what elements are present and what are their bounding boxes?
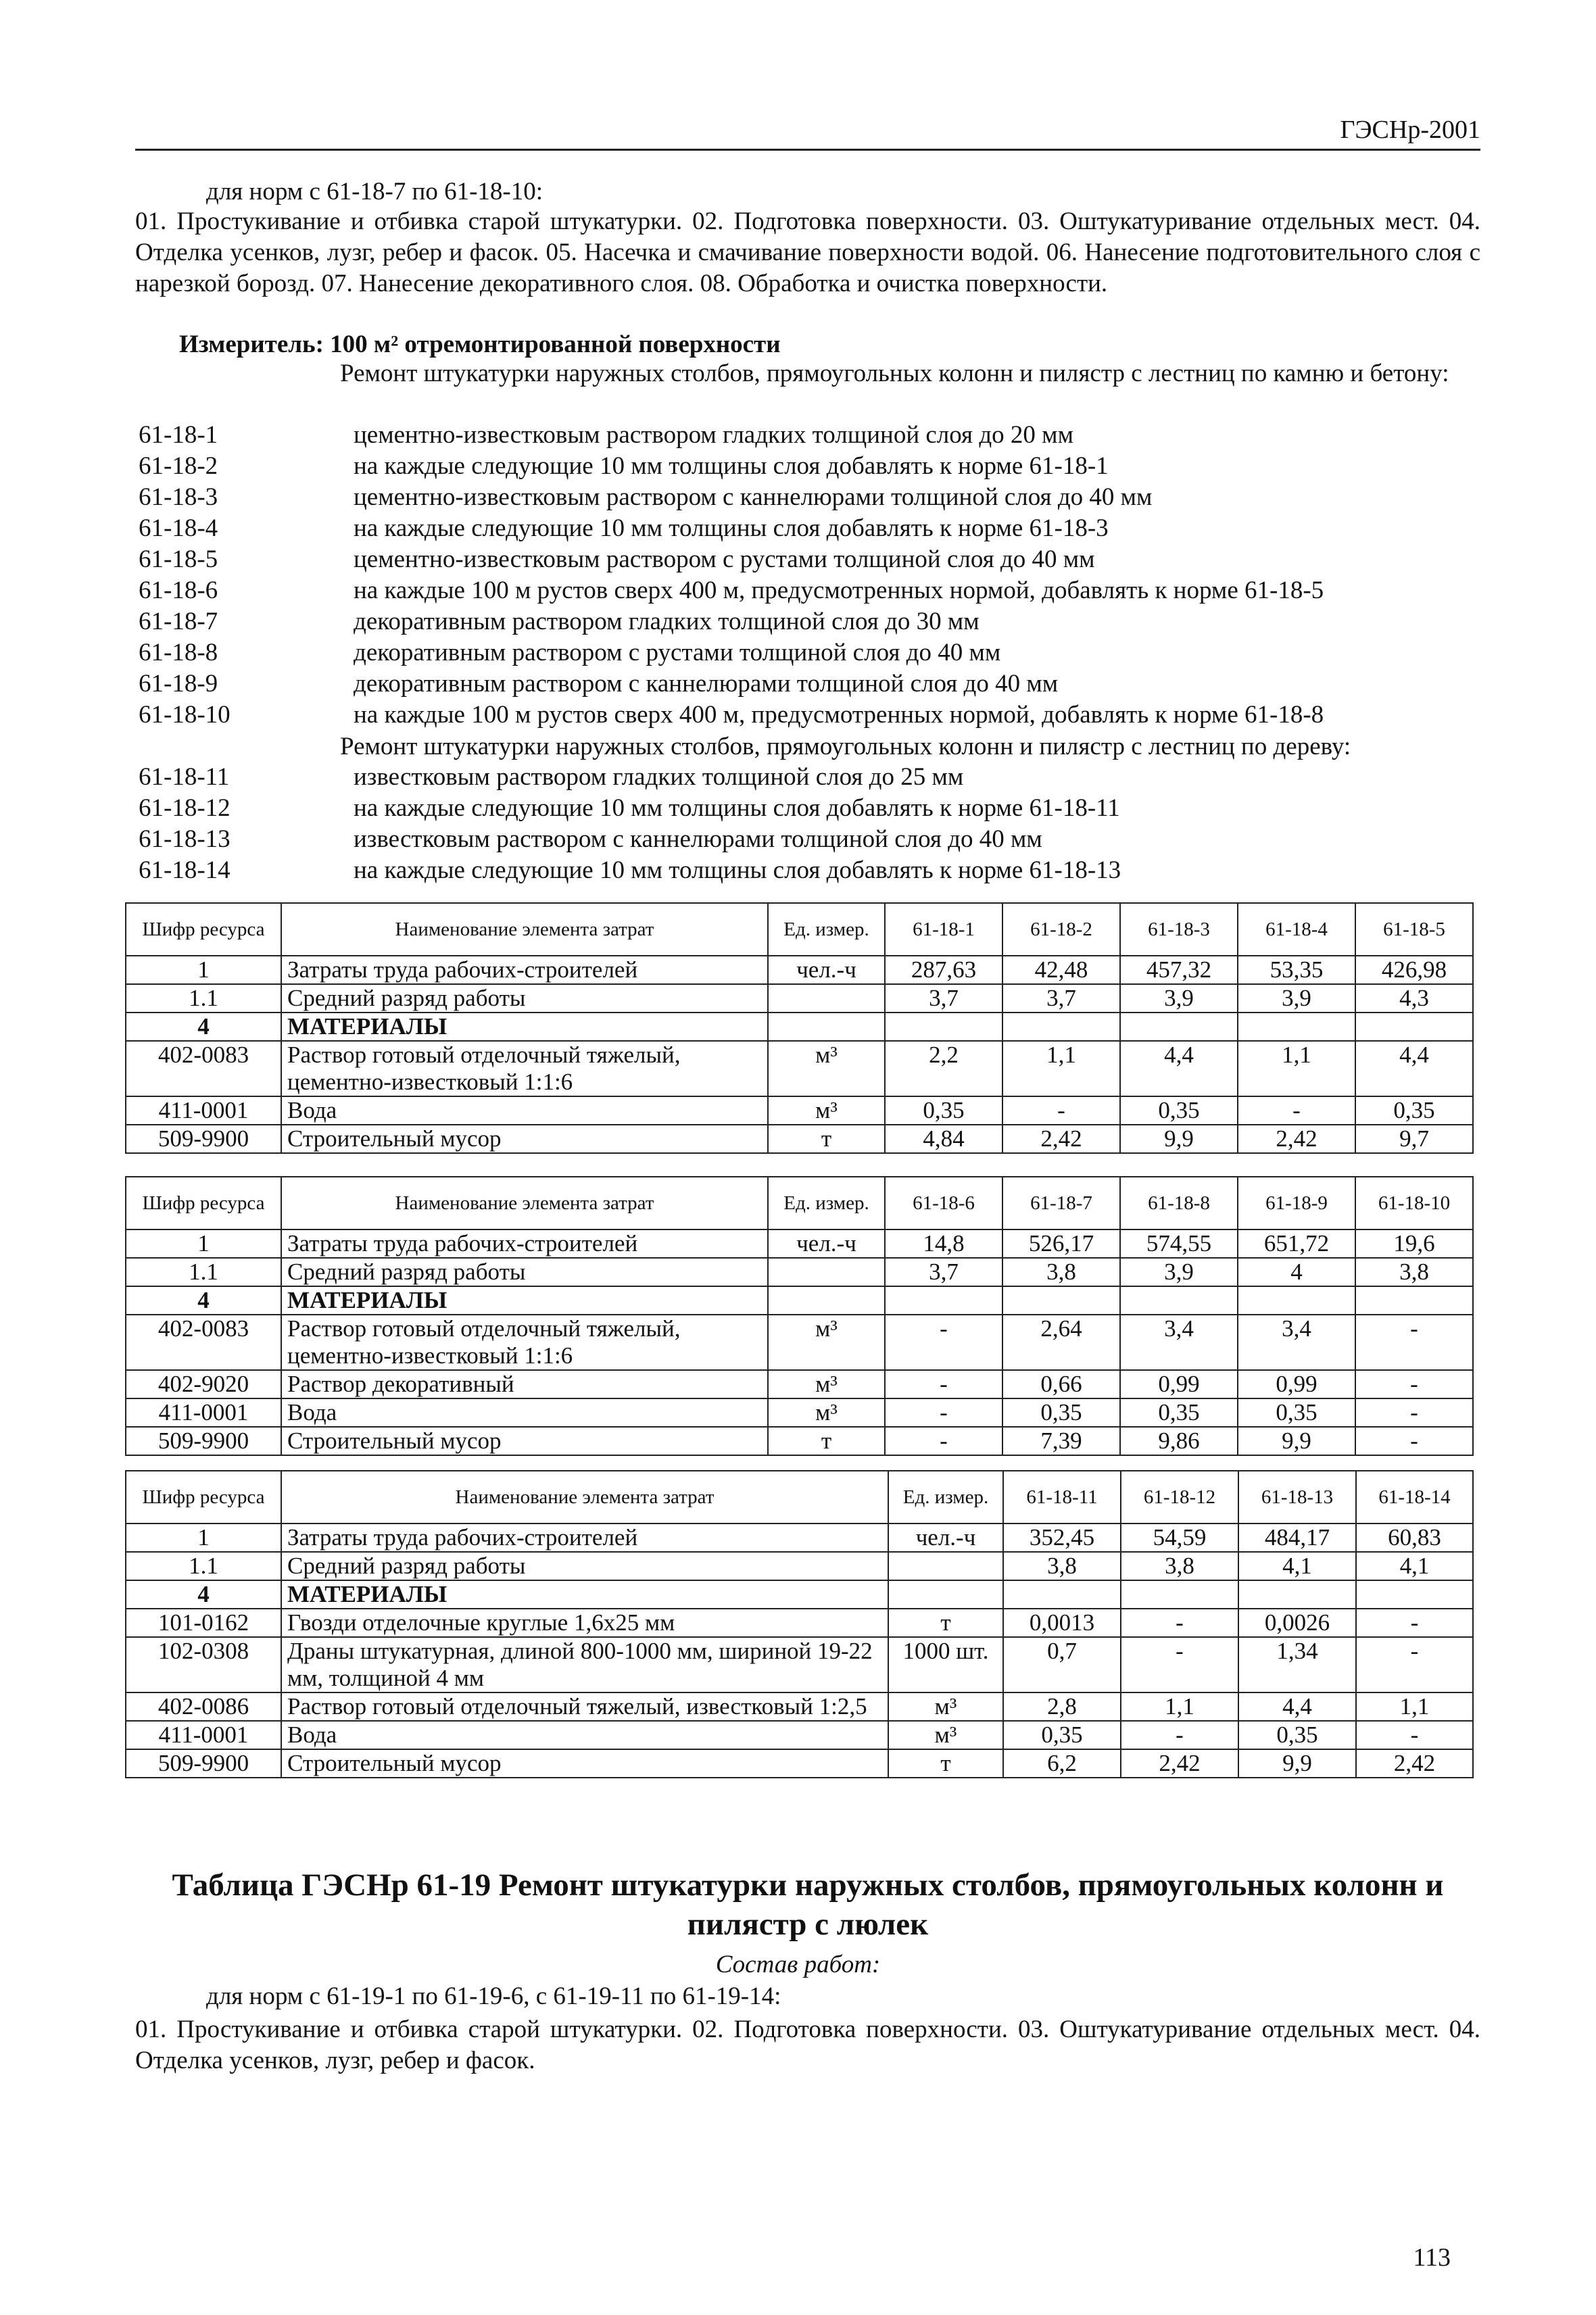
resource-code-cell: 1 — [126, 1524, 281, 1552]
resource-name-cell: Затраты труда рабочих-строителей — [281, 956, 768, 984]
norm-code: 61-18-11 — [139, 763, 230, 791]
unit-cell: м³ — [768, 1398, 885, 1427]
unit-cell: т — [888, 1609, 1003, 1637]
norm-code: 61-18-14 — [139, 856, 231, 884]
table-row — [126, 956, 1473, 984]
table-row — [126, 1258, 1473, 1286]
value-cell: 4,4 — [1355, 1041, 1473, 1096]
value-cell: 3,9 — [1120, 984, 1238, 1013]
norm-description: цементно-известковым раствором с каннелюрами толщиной слоя до 40 мм — [354, 483, 1153, 511]
column-header: 61-18-4 — [1238, 903, 1355, 956]
norm-code: 61-18-4 — [139, 514, 218, 542]
value-cell: 2,64 — [1002, 1315, 1120, 1370]
unit-cell: т — [768, 1427, 885, 1455]
norm-code: 61-18-12 — [139, 794, 231, 822]
value-cell: 1,1 — [1238, 1041, 1355, 1096]
table-header-row — [126, 1177, 1473, 1229]
value-cell: 0,35 — [1002, 1398, 1120, 1427]
norm-code: 61-18-6 — [139, 577, 218, 604]
value-cell: 0,66 — [1002, 1370, 1120, 1398]
value-cell — [1238, 1286, 1355, 1315]
resource-code-cell: 1.1 — [126, 1552, 281, 1580]
resource-code-cell: 1.1 — [126, 984, 281, 1013]
table-row — [126, 1096, 1473, 1125]
resource-name-cell: Средний разряд работы — [281, 1552, 888, 1580]
norm-code: 61-18-2 — [139, 452, 218, 480]
value-cell — [1002, 1286, 1120, 1315]
column-header: Шифр ресурса — [126, 903, 281, 956]
value-cell: 6,2 — [1003, 1749, 1121, 1778]
column-header: Наименование элемента затрат — [281, 903, 768, 956]
value-cell: 4,1 — [1356, 1552, 1473, 1580]
value-cell — [1121, 1580, 1238, 1609]
table-row — [126, 1580, 1473, 1609]
column-header: 61-18-8 — [1120, 1177, 1238, 1229]
value-cell: - — [1121, 1721, 1238, 1749]
resource-name-cell: МАТЕРИАЛЫ — [281, 1286, 768, 1315]
group-title: Ремонт штукатурки наружных столбов, прямоугольных колонн и пилястр с лестниц по дереву: — [340, 733, 1351, 760]
unit-cell: м³ — [768, 1315, 885, 1370]
value-cell: - — [1238, 1096, 1355, 1125]
value-cell: 3,7 — [1002, 984, 1120, 1013]
list-item — [139, 794, 1484, 825]
value-cell: 651,72 — [1238, 1229, 1355, 1258]
table-row — [126, 1749, 1473, 1778]
table-row — [126, 1315, 1473, 1370]
norm-description: на каждые 100 м рустов сверх 400 м, предусмотренных нормой, добавлять к норме 61-18-8 — [354, 701, 1324, 729]
unit-cell — [888, 1580, 1003, 1609]
value-cell: 3,4 — [1238, 1315, 1355, 1370]
value-cell: 2,42 — [1238, 1125, 1355, 1153]
value-cell: 3,8 — [1121, 1552, 1238, 1580]
value-cell: 0,35 — [1120, 1398, 1238, 1427]
value-cell: 1,1 — [1121, 1692, 1238, 1721]
value-cell: 4,3 — [1355, 984, 1473, 1013]
resource-table-1 — [125, 902, 1474, 1154]
value-cell: 4,4 — [1120, 1041, 1238, 1096]
value-cell: 0,0013 — [1003, 1609, 1121, 1637]
value-cell: 3,8 — [1003, 1552, 1121, 1580]
value-cell: 0,35 — [1120, 1096, 1238, 1125]
resource-code-cell: 1 — [126, 1229, 281, 1258]
value-cell: 3,4 — [1120, 1315, 1238, 1370]
value-cell: 4,1 — [1238, 1552, 1356, 1580]
value-cell: 484,17 — [1238, 1524, 1356, 1552]
value-cell: 1,1 — [1002, 1041, 1120, 1096]
resource-name-cell: МАТЕРИАЛЫ — [281, 1580, 888, 1609]
norms-range-note: для норм с 61-18-7 по 61-18-10: — [206, 178, 543, 205]
unit-cell: т — [768, 1125, 885, 1153]
column-header: 61-18-9 — [1238, 1177, 1355, 1229]
column-header: 61-18-10 — [1355, 1177, 1473, 1229]
resource-code-cell: 4 — [126, 1013, 281, 1041]
norm-description: цементно-известковым раствором гладких толщиной слоя до 20 мм — [354, 421, 1073, 449]
resource-name-cell: Затраты труда рабочих-строителей — [281, 1524, 888, 1552]
norm-description: известковым раствором с каннелюрами толщиной слоя до 40 мм — [354, 825, 1042, 853]
value-cell: 0,35 — [1238, 1398, 1355, 1427]
value-cell: - — [1356, 1721, 1473, 1749]
resource-code-cell: 402-9020 — [126, 1370, 281, 1398]
table-row — [126, 1692, 1473, 1721]
column-header: Ед. измер. — [888, 1471, 1003, 1524]
value-cell: 352,45 — [1003, 1524, 1121, 1552]
value-cell: 457,32 — [1120, 956, 1238, 984]
column-header: 61-18-2 — [1002, 903, 1120, 956]
norm-code: 61-18-3 — [139, 483, 218, 511]
table-header-row — [126, 903, 1473, 956]
value-cell: - — [1355, 1370, 1473, 1398]
value-cell: 19,6 — [1355, 1229, 1473, 1258]
value-cell: 3,8 — [1355, 1258, 1473, 1286]
group-title-row — [139, 358, 1484, 420]
work-composition-heading: Состав работ: — [715, 1951, 881, 1978]
measurement-unit: Измеритель: 100 м² отремонтированной поверхности — [179, 331, 781, 358]
unit-cell: чел.-ч — [768, 1229, 885, 1258]
resource-name-cell: Затраты труда рабочих-строителей — [281, 1229, 768, 1258]
column-header: Шифр ресурса — [126, 1471, 281, 1524]
resource-code-cell: 411-0001 — [126, 1398, 281, 1427]
value-cell: 4,84 — [885, 1125, 1002, 1153]
column-header: Ед. измер. — [768, 903, 885, 956]
page-header — [135, 115, 1480, 151]
norm-description: на каждые следующие 10 мм толщины слоя добавлять к норме 61-18-13 — [354, 856, 1121, 884]
resource-name-cell: Драны штукатурная, длиной 800-1000 мм, шириной 19-22 мм, толщиной 4 мм — [281, 1637, 888, 1692]
norm-description: известковым раствором гладких толщиной слоя до 25 мм — [354, 763, 964, 791]
column-header: Шифр ресурса — [126, 1177, 281, 1229]
value-cell — [1120, 1286, 1238, 1315]
value-cell: 53,35 — [1238, 956, 1355, 984]
value-cell: 60,83 — [1356, 1524, 1473, 1552]
value-cell: 526,17 — [1002, 1229, 1120, 1258]
column-header: 61-18-14 — [1356, 1471, 1473, 1524]
list-item — [139, 638, 1484, 669]
table-row — [126, 1637, 1473, 1692]
value-cell — [885, 1286, 1002, 1315]
value-cell — [1238, 1580, 1356, 1609]
resource-code-cell: 102-0308 — [126, 1637, 281, 1692]
work-composition-paragraph: 01. Простукивание и отбивка старой штукатурки. 02. Подготовка поверхности. 03. Оштукатуривание отдельных мест. 04. Отделка усенков, лузг, ребер и фасок. 05. Насечка и смачивание поверхности водой. 06. Нанесение подготовительного слоя с нарезкой борозд. 07. Нанесение декоративного слоя. 08. Обработка и очистка поверхности. — [135, 208, 1480, 297]
resource-name-cell: Раствор готовый отделочный тяжелый, известковый 1:2,5 — [281, 1692, 888, 1721]
table-row — [126, 1229, 1473, 1258]
value-cell: 4,4 — [1238, 1692, 1356, 1721]
value-cell: 2,42 — [1002, 1125, 1120, 1153]
norm-code: 61-18-7 — [139, 608, 218, 635]
list-item — [139, 514, 1484, 545]
resource-name-cell: Вода — [281, 1096, 768, 1125]
unit-cell: м³ — [888, 1692, 1003, 1721]
value-cell: 9,9 — [1238, 1427, 1355, 1455]
unit-cell: 1000 шт. — [888, 1637, 1003, 1692]
norm-description: декоративным раствором с каннелюрами толщиной слоя до 40 мм — [354, 670, 1059, 698]
unit-cell: м³ — [768, 1041, 885, 1096]
value-cell: 574,55 — [1120, 1229, 1238, 1258]
resource-code-cell: 411-0001 — [126, 1721, 281, 1749]
list-item — [139, 545, 1484, 576]
value-cell: - — [1355, 1398, 1473, 1427]
column-header: Ед. измер. — [768, 1177, 885, 1229]
value-cell: 1,1 — [1356, 1692, 1473, 1721]
resource-name-cell: МАТЕРИАЛЫ — [281, 1013, 768, 1041]
table-row — [126, 1286, 1473, 1315]
resource-code-cell: 4 — [126, 1286, 281, 1315]
table-row — [126, 1013, 1473, 1041]
resource-name-cell: Строительный мусор — [281, 1125, 768, 1153]
value-cell: - — [885, 1315, 1002, 1370]
norm-description: на каждые следующие 10 мм толщины слоя добавлять к норме 61-18-11 — [354, 794, 1120, 822]
value-cell: 1,34 — [1238, 1637, 1356, 1692]
column-header: 61-18-12 — [1121, 1471, 1238, 1524]
norm-code: 61-18-13 — [139, 825, 231, 853]
resource-name-cell: Строительный мусор — [281, 1749, 888, 1778]
norm-description: декоративным раствором с рустами толщиной слоя до 40 мм — [354, 639, 1001, 666]
value-cell — [1003, 1580, 1121, 1609]
resource-name-cell: Вода — [281, 1398, 768, 1427]
norm-description: цементно-известковым раствором с рустами толщиной слоя до 40 мм — [354, 545, 1095, 573]
unit-cell: т — [888, 1749, 1003, 1778]
resource-code-cell: 509-9900 — [126, 1427, 281, 1455]
table-row — [126, 984, 1473, 1013]
value-cell: 3,7 — [885, 1258, 1002, 1286]
table-row — [126, 1398, 1473, 1427]
unit-cell: чел.-ч — [768, 956, 885, 984]
resource-code-cell: 1 — [126, 956, 281, 984]
norm-code: 61-18-8 — [139, 639, 218, 666]
value-cell — [1002, 1013, 1120, 1041]
norm-code: 61-18-5 — [139, 545, 218, 573]
norms-range-note: для норм с 61-19-1 по 61-19-6, с 61-19-11 по 61-19-14: — [206, 1982, 781, 2010]
value-cell: 3,9 — [1238, 984, 1355, 1013]
resource-code-cell: 509-9900 — [126, 1125, 281, 1153]
value-cell — [1120, 1013, 1238, 1041]
table-row — [126, 1041, 1473, 1096]
value-cell — [1238, 1013, 1355, 1041]
group-title: Ремонт штукатурки наружных столбов, прямоугольных колонн и пилястр с лестниц по камню и бетону: — [340, 360, 1449, 387]
value-cell: 9,7 — [1355, 1125, 1473, 1153]
column-header: 61-18-5 — [1355, 903, 1473, 956]
unit-cell — [888, 1552, 1003, 1580]
section-title: Таблица ГЭСНр 61-19 Ремонт штукатурки наружных столбов, прямоугольных колонн и пилястр с люлек — [172, 1868, 1444, 1942]
resource-name-cell: Средний разряд работы — [281, 984, 768, 1013]
resource-code-cell: 509-9900 — [126, 1749, 281, 1778]
resource-table-2 — [125, 1176, 1474, 1456]
value-cell: - — [885, 1370, 1002, 1398]
resource-name-cell: Строительный мусор — [281, 1427, 768, 1455]
resource-code-cell: 101-0162 — [126, 1609, 281, 1637]
list-item — [139, 669, 1484, 700]
resource-name-cell: Средний разряд работы — [281, 1258, 768, 1286]
value-cell: - — [1121, 1637, 1238, 1692]
value-cell: 0,35 — [1238, 1721, 1356, 1749]
value-cell: 4 — [1238, 1258, 1355, 1286]
value-cell: - — [885, 1427, 1002, 1455]
norm-code: 61-18-1 — [139, 421, 218, 449]
table-row — [126, 1125, 1473, 1153]
value-cell: 2,42 — [1121, 1749, 1238, 1778]
unit-cell — [768, 1013, 885, 1041]
value-cell: 0,35 — [1003, 1721, 1121, 1749]
value-cell: 3,9 — [1120, 1258, 1238, 1286]
table-row — [126, 1721, 1473, 1749]
value-cell: - — [1121, 1609, 1238, 1637]
norm-description: на каждые следующие 10 мм толщины слоя добавлять к норме 61-18-3 — [354, 514, 1109, 542]
resource-code-cell: 402-0083 — [126, 1041, 281, 1096]
value-cell: 7,39 — [1002, 1427, 1120, 1455]
list-item — [139, 700, 1484, 731]
column-header: 61-18-7 — [1002, 1177, 1120, 1229]
value-cell: - — [1355, 1315, 1473, 1370]
value-cell: - — [1356, 1609, 1473, 1637]
value-cell: 287,63 — [885, 956, 1002, 984]
column-header: 61-18-13 — [1238, 1471, 1356, 1524]
norm-code: 61-18-9 — [139, 670, 218, 698]
value-cell: 9,9 — [1120, 1125, 1238, 1153]
value-cell: 0,99 — [1120, 1370, 1238, 1398]
table-row — [126, 1552, 1473, 1580]
value-cell — [885, 1013, 1002, 1041]
value-cell: 2,2 — [885, 1041, 1002, 1096]
column-header: Наименование элемента затрат — [281, 1177, 768, 1229]
value-cell: 2,8 — [1003, 1692, 1121, 1721]
value-cell: 0,35 — [1355, 1096, 1473, 1125]
value-cell — [1355, 1013, 1473, 1041]
resource-name-cell: Вода — [281, 1721, 888, 1749]
value-cell: 0,0026 — [1238, 1609, 1356, 1637]
resource-name-cell: Раствор декоративный — [281, 1370, 768, 1398]
value-cell: 3,8 — [1002, 1258, 1120, 1286]
value-cell: 9,9 — [1238, 1749, 1356, 1778]
resource-table-3 — [125, 1470, 1474, 1778]
value-cell: 14,8 — [885, 1229, 1002, 1258]
table-row — [126, 1609, 1473, 1637]
list-item — [139, 856, 1484, 887]
value-cell: 0,99 — [1238, 1370, 1355, 1398]
norm-description: на каждые следующие 10 мм толщины слоя добавлять к норме 61-18-1 — [354, 452, 1109, 480]
value-cell: 42,48 — [1002, 956, 1120, 984]
resource-code-cell: 402-0083 — [126, 1315, 281, 1370]
unit-cell — [768, 1286, 885, 1315]
value-cell: 0,7 — [1003, 1637, 1121, 1692]
column-header: 61-18-1 — [885, 903, 1002, 956]
value-cell — [1356, 1580, 1473, 1609]
value-cell: 9,86 — [1120, 1427, 1238, 1455]
value-cell: 2,42 — [1356, 1749, 1473, 1778]
unit-cell: м³ — [768, 1096, 885, 1125]
resource-name-cell: Гвозди отделочные круглые 1,6х25 мм — [281, 1609, 888, 1637]
unit-cell: чел.-ч — [888, 1524, 1003, 1552]
value-cell: - — [1356, 1637, 1473, 1692]
table-row — [126, 1370, 1473, 1398]
norm-description: на каждые 100 м рустов сверх 400 м, предусмотренных нормой, добавлять к норме 61-18-5 — [354, 577, 1324, 604]
resource-code-cell: 402-0086 — [126, 1692, 281, 1721]
table-row — [126, 1427, 1473, 1455]
list-item — [139, 420, 1484, 452]
list-item — [139, 762, 1484, 794]
norm-description: декоративным раствором гладких толщиной слоя до 30 мм — [354, 608, 980, 635]
value-cell: 54,59 — [1121, 1524, 1238, 1552]
group-title-row — [139, 731, 1484, 762]
value-cell: - — [1002, 1096, 1120, 1125]
unit-cell — [768, 1258, 885, 1286]
value-cell: 0,35 — [885, 1096, 1002, 1125]
unit-cell: м³ — [768, 1370, 885, 1398]
document-code: ГЭСНр-2001 — [1340, 116, 1480, 144]
column-header: 61-18-6 — [885, 1177, 1002, 1229]
table-header-row — [126, 1471, 1473, 1524]
unit-cell: м³ — [888, 1721, 1003, 1749]
list-item — [139, 483, 1484, 514]
resource-code-cell: 4 — [126, 1580, 281, 1609]
norm-code-list — [139, 358, 1484, 887]
resource-name-cell: Раствор готовый отделочный тяжелый, цементно-известковый 1:1:6 — [281, 1041, 768, 1096]
list-item — [139, 452, 1484, 483]
column-header: Наименование элемента затрат — [281, 1471, 888, 1524]
column-header: 61-18-3 — [1120, 903, 1238, 956]
value-cell — [1355, 1286, 1473, 1315]
page-number: 113 — [1413, 2243, 1451, 2272]
resource-code-cell: 411-0001 — [126, 1096, 281, 1125]
column-header: 61-18-11 — [1003, 1471, 1121, 1524]
value-cell: - — [1355, 1427, 1473, 1455]
value-cell: - — [885, 1398, 1002, 1427]
work-composition-paragraph: 01. Простукивание и отбивка старой штукатурки. 02. Подготовка поверхности. 03. Оштукатуривание отдельных мест. 04. Отделка усенков, лузг, ребер и фасок. — [135, 2016, 1480, 2074]
list-item — [139, 607, 1484, 638]
table-row — [126, 1524, 1473, 1552]
value-cell: 426,98 — [1355, 956, 1473, 984]
value-cell: 3,7 — [885, 984, 1002, 1013]
unit-cell — [768, 984, 885, 1013]
list-item — [139, 825, 1484, 856]
resource-name-cell: Раствор готовый отделочный тяжелый, цементно-известковый 1:1:6 — [281, 1315, 768, 1370]
list-item — [139, 576, 1484, 607]
resource-code-cell: 1.1 — [126, 1258, 281, 1286]
norm-code: 61-18-10 — [139, 701, 231, 729]
